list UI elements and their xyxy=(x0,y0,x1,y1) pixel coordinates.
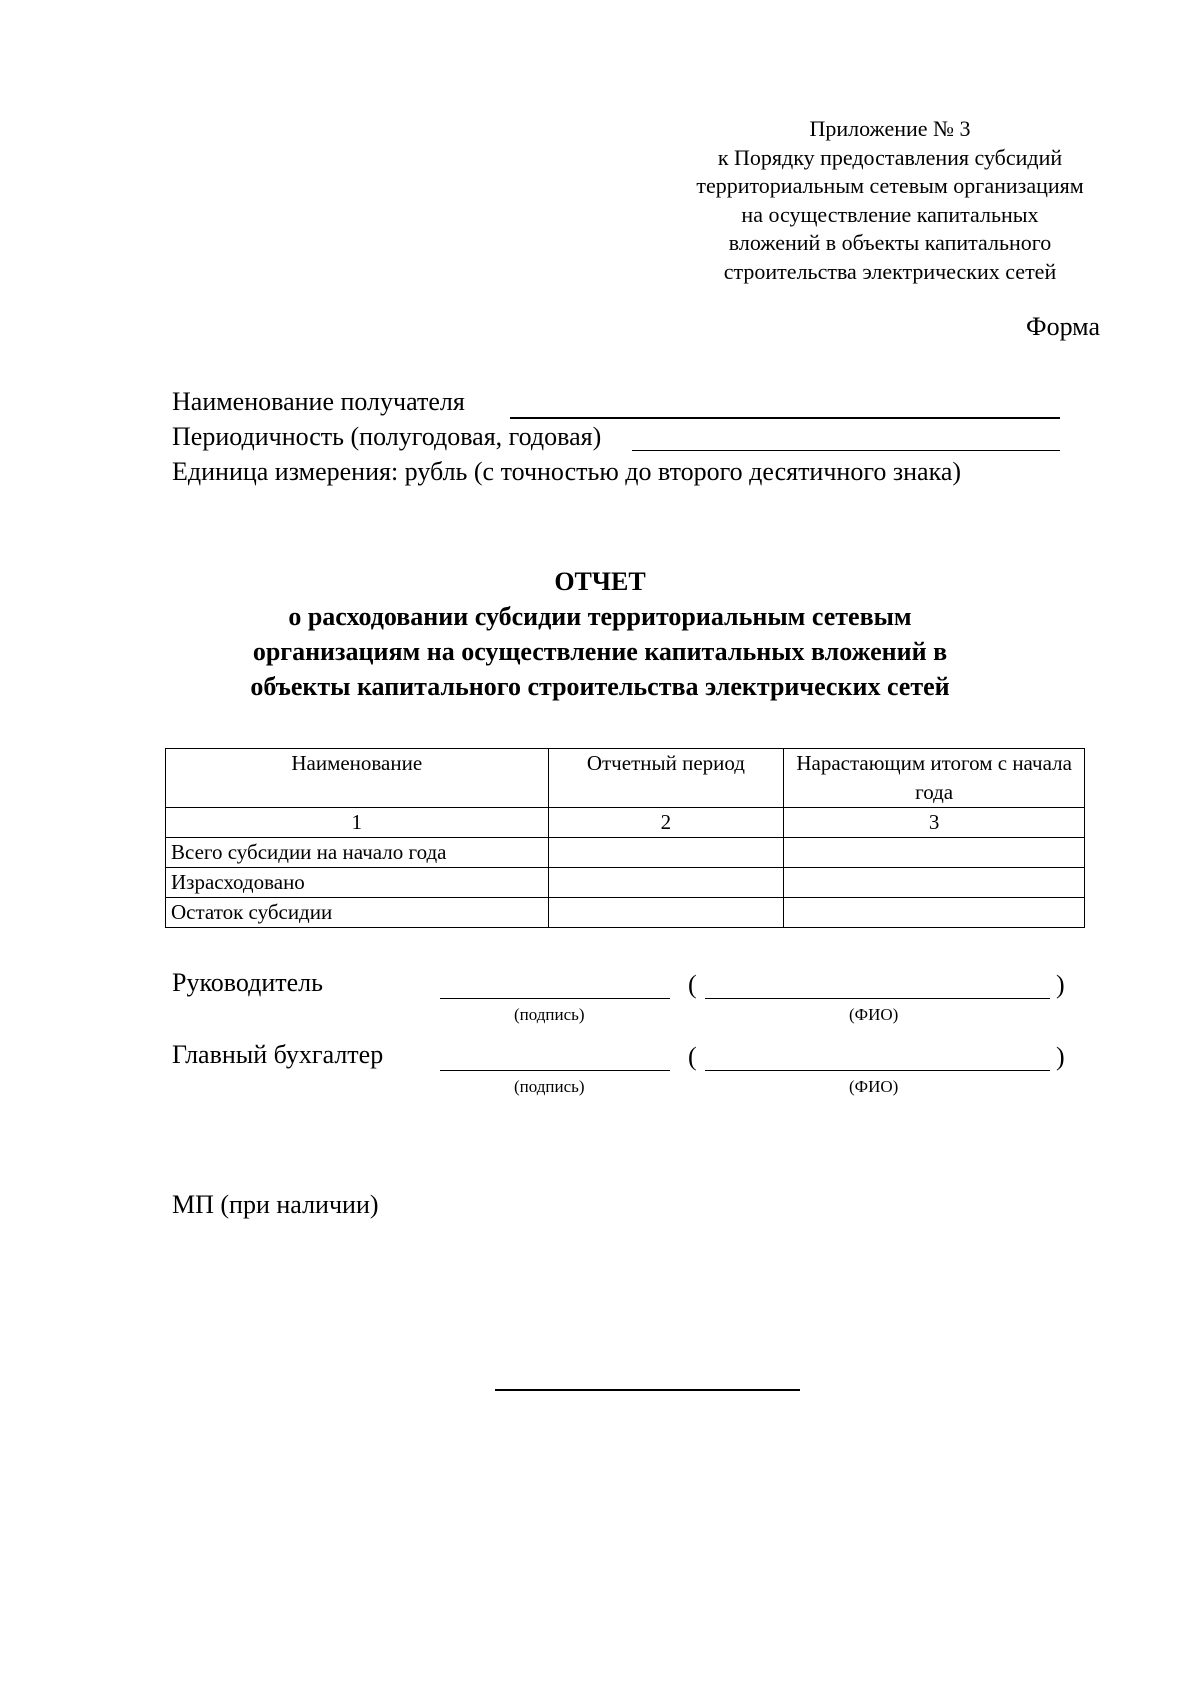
signature-caption: (подпись) xyxy=(514,1005,585,1024)
report-title xyxy=(100,564,1100,704)
appendix-header xyxy=(640,115,1140,286)
column-header: Наименование xyxy=(166,749,549,808)
report-title-line: организациям на осуществление капитальных вложений в xyxy=(252,637,948,666)
head-signature-line[interactable] xyxy=(440,998,670,999)
table-cell[interactable] xyxy=(784,838,1085,868)
column-header: Нарастающим итогом с начала года xyxy=(784,749,1085,808)
appendix-line: строительства электрических сетей xyxy=(723,258,1057,284)
open-paren: ( xyxy=(688,1042,697,1071)
head-name-line[interactable] xyxy=(705,998,1050,999)
table-cell[interactable] xyxy=(548,868,784,898)
document-end-separator xyxy=(495,1389,800,1391)
table-header-row xyxy=(166,749,1085,808)
signature-caption: (подпись) xyxy=(514,1077,585,1096)
column-number: 3 xyxy=(784,808,1085,838)
report-title-line: объекты капитального строительства электрических сетей xyxy=(250,672,950,701)
appendix-line: территориальным сетевым организациям xyxy=(696,173,1084,198)
table-cell[interactable] xyxy=(784,868,1085,898)
appendix-line: к Порядку предоставления субсидий xyxy=(717,144,1063,170)
close-paren: ) xyxy=(1056,1042,1065,1071)
row-label: Всего субсидии на начало года xyxy=(166,838,549,868)
row-label: Израсходовано xyxy=(166,868,549,898)
table-cell[interactable] xyxy=(548,838,784,868)
recipient-input-line[interactable] xyxy=(510,417,1060,419)
head-label: Руководитель xyxy=(172,968,323,997)
table-row xyxy=(166,868,1085,898)
open-paren: ( xyxy=(688,970,697,999)
table-cell[interactable] xyxy=(784,898,1085,928)
accountant-label: Главный бухгалтер xyxy=(172,1040,384,1069)
report-title-line: о расходовании субсидии территориальным сетевым xyxy=(288,602,912,631)
name-caption: (ФИО) xyxy=(849,1077,899,1096)
periodicity-input-line[interactable] xyxy=(632,450,1060,451)
table-cell[interactable] xyxy=(548,898,784,928)
report-table xyxy=(165,748,1085,928)
close-paren: ) xyxy=(1056,970,1065,999)
unit-label: Единица измерения: рубль (с точностью до второго десятичного знака) xyxy=(172,457,962,486)
report-heading: ОТЧЕТ xyxy=(554,567,646,596)
name-caption: (ФИО) xyxy=(849,1005,899,1024)
column-number: 1 xyxy=(166,808,549,838)
column-header: Отчетный период xyxy=(548,749,784,808)
column-number: 2 xyxy=(548,808,784,838)
form-label: Форма xyxy=(1026,312,1100,341)
column-number-row xyxy=(166,808,1085,838)
accountant-signature-line[interactable] xyxy=(440,1070,670,1071)
stamp-label: МП (при наличии) xyxy=(172,1190,379,1219)
table-row xyxy=(166,898,1085,928)
table-row xyxy=(166,838,1085,868)
appendix-line: Приложение № 3 xyxy=(809,116,971,141)
appendix-line: вложений в объекты капитального xyxy=(728,230,1052,255)
row-label: Остаток субсидии xyxy=(166,898,549,928)
recipient-label: Наименование получателя xyxy=(172,387,465,416)
accountant-name-line[interactable] xyxy=(705,1070,1050,1071)
appendix-line: на осуществление капитальных xyxy=(741,201,1039,227)
periodicity-label: Периодичность (полугодовая, годовая) xyxy=(172,422,602,451)
